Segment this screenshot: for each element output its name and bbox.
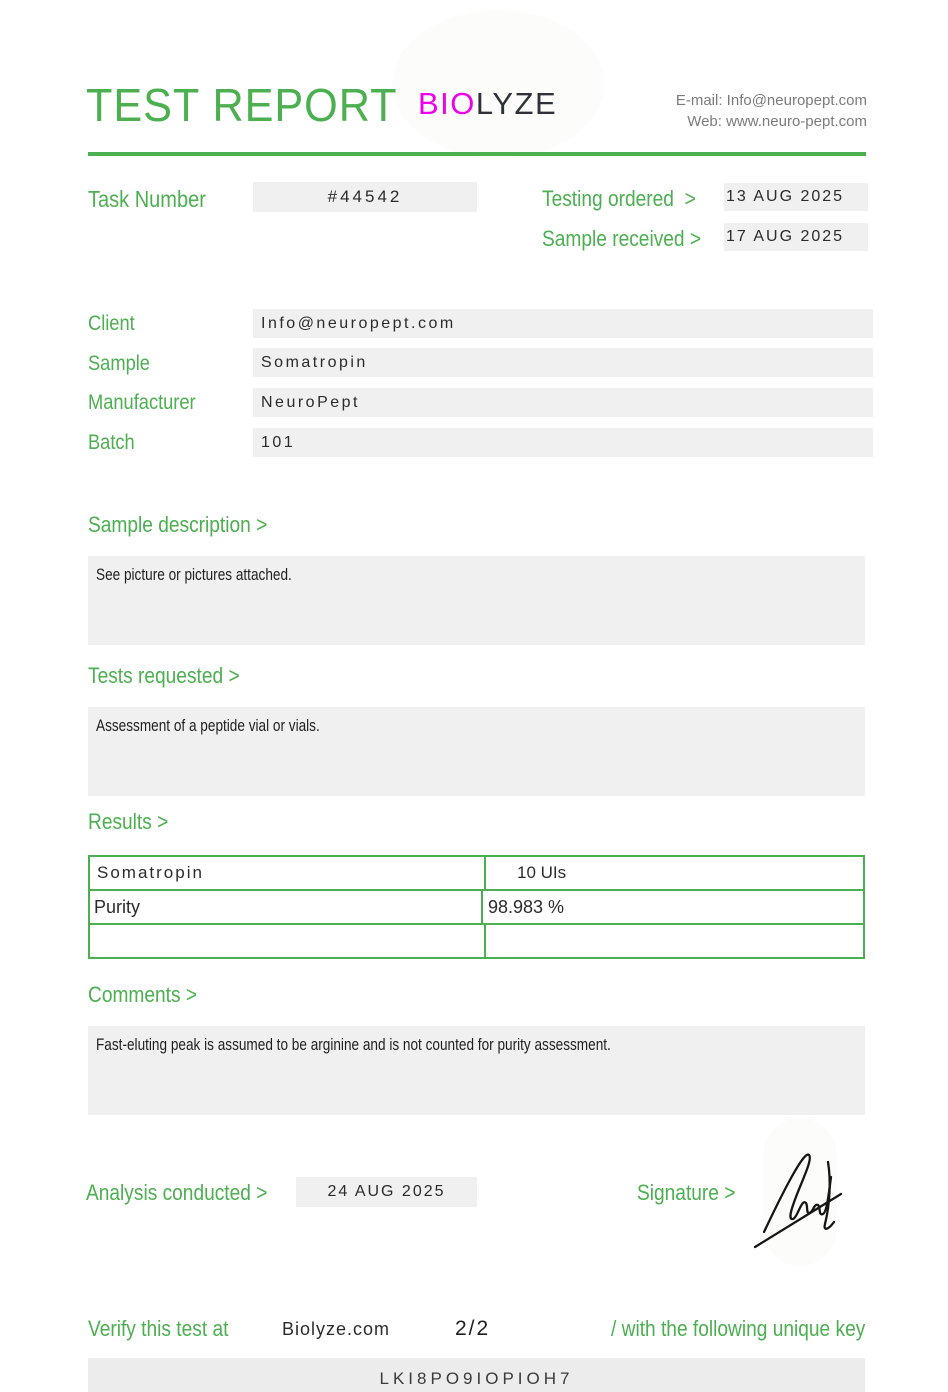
results-table-row — [90, 923, 863, 957]
result-value: 10 UIs — [517, 863, 567, 882]
contact-web: Web: www.neuro-pept.com — [687, 113, 867, 130]
sample-description-box — [88, 556, 865, 645]
unique-key-value: LKI8PO9IOPIOH7 — [379, 1369, 574, 1388]
tests-requested-text: Assessment of a peptide vial or vials. — [96, 716, 320, 735]
batch-value: 101 — [253, 428, 873, 457]
result-name — [90, 925, 486, 957]
page-indicator: 2/2 — [455, 1317, 491, 1340]
comments-label: Comments > — [88, 982, 198, 1007]
unique-key-bar — [88, 1358, 865, 1392]
sample-description-label: Sample description > — [88, 512, 268, 537]
signature-label: Signature > — [637, 1180, 736, 1205]
signature-image — [748, 1132, 853, 1257]
results-table-row — [90, 857, 863, 889]
report-title: TEST REPORT — [86, 79, 398, 131]
sample-received-label: Sample received > — [542, 226, 702, 251]
tests-requested-box — [88, 707, 865, 796]
result-name: Somatropin — [90, 857, 486, 889]
logo-watermark-blob — [392, 10, 604, 158]
sample-value: Somatropin — [253, 348, 873, 377]
results-table-row — [90, 889, 863, 923]
brand-logo-bio: BIO — [418, 86, 476, 121]
verify-prefix-label: Verify this test at — [88, 1316, 229, 1341]
sample-received-value: 17 AUG 2025 — [724, 223, 868, 251]
tests-requested-label: Tests requested > — [88, 663, 240, 688]
contact-block — [676, 90, 867, 132]
result-value: 98.983 % — [488, 897, 565, 917]
manufacturer-label: Manufacturer — [88, 391, 196, 414]
result-name: Purity — [90, 891, 483, 923]
verify-site-text: Biolyze.com — [282, 1319, 391, 1339]
brand-logo — [418, 86, 557, 122]
comments-text: Fast-eluting peak is assumed to be arginine and is not counted for purity assessment. — [96, 1035, 611, 1054]
verify-suffix-label: / with the following unique key — [610, 1316, 865, 1341]
results-label: Results > — [88, 809, 169, 834]
brand-logo-lyze: LYZE — [475, 86, 558, 121]
comments-box — [88, 1026, 865, 1115]
client-label: Client — [88, 312, 135, 335]
analysis-conducted-label: Analysis conducted > — [86, 1180, 268, 1205]
batch-label: Batch — [88, 431, 135, 454]
analysis-conducted-value: 24 AUG 2025 — [296, 1177, 477, 1207]
testing-ordered-value: 13 AUG 2025 — [724, 183, 868, 211]
manufacturer-value: NeuroPept — [253, 388, 873, 417]
client-value: Info@neuropept.com — [253, 309, 873, 338]
testing-ordered-label: Testing ordered > — [542, 186, 696, 211]
result-value — [486, 925, 863, 957]
contact-email: E-mail: Info@neuropept.com — [675, 92, 867, 109]
results-table — [88, 855, 865, 959]
task-number-label: Task Number — [88, 186, 206, 212]
task-number-value: #44542 — [253, 182, 477, 212]
header-divider — [88, 152, 866, 156]
sample-label: Sample — [88, 352, 150, 375]
sample-description-text: See picture or pictures attached. — [96, 565, 292, 584]
